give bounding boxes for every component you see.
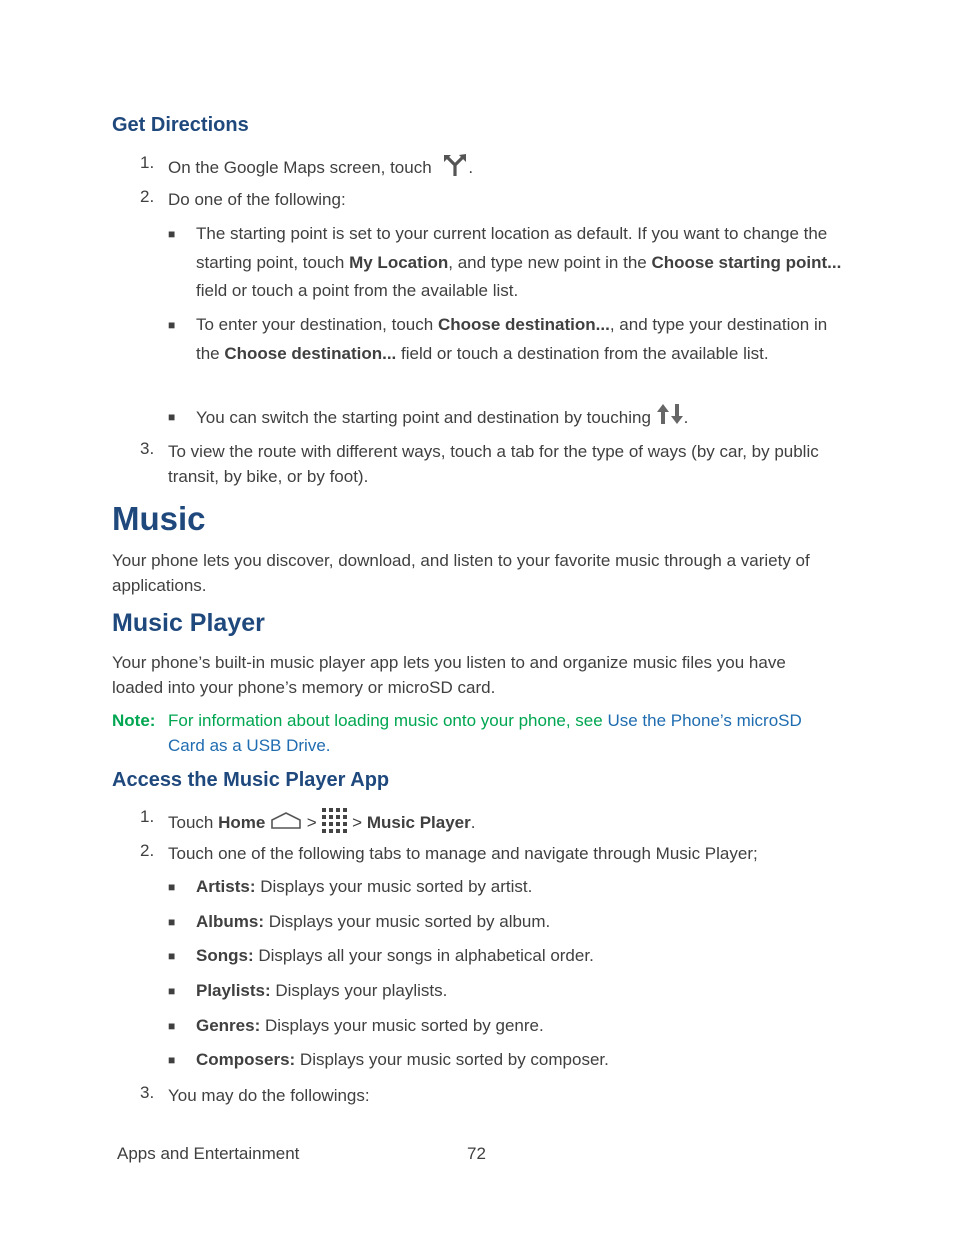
chapter-heading-music: Music xyxy=(112,500,206,537)
note-label: Note: xyxy=(112,711,156,730)
tab-description-artists xyxy=(196,873,846,902)
step-number: 3. xyxy=(140,439,155,458)
section-heading-music-player: Music Player xyxy=(112,609,265,637)
text-run: field or touch a destination from the available list. xyxy=(396,343,769,363)
bullet-marker: ■ xyxy=(168,880,176,894)
step-text: You may do the followings: xyxy=(168,1086,370,1105)
tab-description-playlists xyxy=(196,977,846,1006)
bullet-text xyxy=(196,220,846,306)
text-run: Displays your music sorted by genre. xyxy=(260,1016,544,1035)
text-run: . xyxy=(683,408,689,428)
bold-run: Choose destination... xyxy=(437,315,610,334)
step-text: To view the route with different ways, touch a tab for the type of ways (by car, by public transit, by bike, or by foot). xyxy=(168,442,819,486)
text-run: The starting point is set to your current location as default. If you want to change the starting point, touch xyxy=(196,224,828,272)
text-run: > xyxy=(347,812,367,832)
step-text-end: . xyxy=(468,157,474,177)
bold-run: Songs: xyxy=(196,946,254,965)
bullet-text xyxy=(196,311,846,368)
text-run: field or touch a point from the available list. xyxy=(196,281,519,300)
text-run: Displays all your songs in alphabetical order. xyxy=(253,946,594,965)
tab-description-songs xyxy=(196,942,846,971)
apps-grid-icon xyxy=(321,807,347,840)
swap-arrows-icon xyxy=(656,403,684,435)
bold-run: Home xyxy=(218,812,266,832)
paragraph: Your phone’s built-in music player app lets you listen to and organize music files you have loaded into your phone’s memory or microSD card. xyxy=(112,653,786,697)
bullet-text xyxy=(196,403,846,435)
text-run: Displays your music sorted by artist. xyxy=(255,877,533,896)
section-heading-access-music-player: Access the Music Player App xyxy=(112,769,390,791)
text-run: > xyxy=(302,812,322,832)
note-link[interactable]: Use the Phone’s microSD Card as a USB Drive. xyxy=(168,711,802,755)
bold-run: Choose starting point... xyxy=(651,252,842,272)
text-run: Displays your playlists. xyxy=(270,981,448,1000)
bold-run: Albums: xyxy=(196,912,264,931)
step-number: 2. xyxy=(140,841,155,860)
home-icon xyxy=(270,811,302,836)
bullet-marker: ■ xyxy=(168,227,176,241)
bullet-marker: ■ xyxy=(168,915,176,929)
bold-run: Playlists: xyxy=(196,981,271,1000)
bullet-marker: ■ xyxy=(168,318,176,332)
tab-description-genres xyxy=(196,1012,846,1041)
bullet-marker: ■ xyxy=(168,984,176,998)
step-number: 2. xyxy=(140,187,155,206)
note-text xyxy=(168,708,808,758)
text-run: Touch xyxy=(168,812,219,832)
step-number: 1. xyxy=(140,153,155,172)
bullet-marker: ■ xyxy=(168,949,176,963)
text-run: . xyxy=(470,812,476,832)
text-run: , and type your destination in the xyxy=(196,315,828,363)
bold-run: My Location xyxy=(349,252,449,272)
step-text: Touch one of the following tabs to manage and navigate through Music Player; xyxy=(168,844,758,863)
step-number: 1. xyxy=(140,807,155,826)
footer-section-title: Apps and Entertainment xyxy=(117,1144,300,1163)
bold-run: Artists: xyxy=(196,877,256,896)
footer-page-number: 72 xyxy=(467,1144,486,1163)
bold-run: Composers: xyxy=(196,1050,296,1069)
paragraph: Your phone lets you discover, download, and listen to your favorite music through a variety of applications. xyxy=(112,551,810,595)
bullet-marker: ■ xyxy=(168,410,176,424)
note-body: For information about loading music onto your phone, see xyxy=(168,711,608,730)
bold-run: Choose destination... xyxy=(224,343,397,363)
text-run: To enter your destination, touch xyxy=(196,315,438,334)
step-text xyxy=(168,153,848,184)
tab-description-albums xyxy=(196,908,846,937)
step-number: 3. xyxy=(140,1083,155,1102)
step-text: Do one of the following: xyxy=(168,190,346,209)
tab-description-composers xyxy=(196,1046,846,1075)
section-heading-get-directions: Get Directions xyxy=(112,114,249,136)
text-run: Displays your music sorted by composer. xyxy=(295,1050,609,1069)
bold-run: Genres: xyxy=(196,1016,261,1035)
bold-run: Music Player xyxy=(366,812,471,832)
text-run: Displays your music sorted by album. xyxy=(264,912,551,931)
text-run: , and type new point in the xyxy=(448,252,652,272)
bullet-marker: ■ xyxy=(168,1019,176,1033)
step-text-part: On the Google Maps screen, touch xyxy=(168,157,432,177)
directions-icon xyxy=(442,153,468,184)
step-text xyxy=(168,807,848,840)
text-run: You can switch the starting point and destination by touching xyxy=(196,408,651,428)
bullet-marker: ■ xyxy=(168,1053,176,1067)
